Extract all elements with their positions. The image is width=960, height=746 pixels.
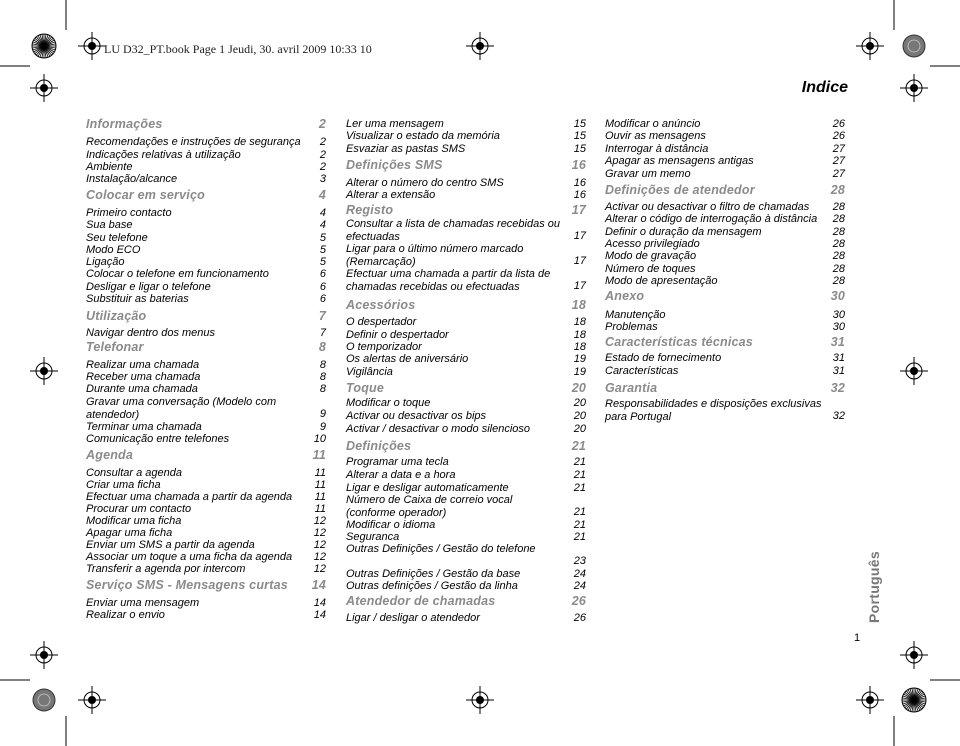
toc-page-number: 27 (832, 168, 845, 180)
toc-title: Alterar a data e a hora (346, 469, 456, 481)
toc-page-number: 3 (319, 173, 326, 185)
toc-title: Outras Definições / Gestão da base (346, 568, 521, 580)
toc-title: Realizar uma chamada (86, 359, 200, 371)
toc-page-number: 9 (319, 408, 326, 420)
toc-title: Sua base (86, 219, 133, 231)
toc-title: Apagar as mensagens antigas (605, 155, 754, 167)
toc-page-number: 26 (571, 594, 586, 608)
toc-page-number: 18 (573, 329, 586, 341)
toc-title: Toque (346, 381, 385, 395)
toc-title: Indicações relativas à utilização (86, 149, 241, 161)
toc-page-number: 8 (318, 340, 326, 354)
toc-title: Associar um toque a uma ficha da agenda (86, 551, 293, 563)
toc-page-number: 7 (319, 327, 326, 339)
toc-page-number: 21 (571, 439, 586, 453)
toc-page-number: 31 (830, 335, 845, 349)
toc-title: Procurar um contacto (86, 503, 192, 515)
registration-starburst-icon (32, 34, 56, 58)
toc-page-number: 28 (832, 238, 845, 250)
toc-title: Realizar o envio (86, 609, 165, 621)
toc-page-number: 12 (313, 551, 326, 563)
toc-page-number: 4 (319, 219, 326, 231)
registration-disc-icon (33, 689, 55, 711)
toc-title: Instalação/alcance (86, 173, 178, 185)
toc-title: Receber uma chamada (86, 371, 201, 383)
toc-title: Ligar para o último número marcado (Remarcação) (346, 243, 524, 268)
toc-title: Substituir as baterias (86, 293, 189, 305)
toc-page-number: 24 (573, 568, 586, 580)
toc-page-number: 16 (571, 158, 586, 172)
toc-title: Recomendações e instruções de segurança (86, 136, 301, 148)
toc-title: Definições (346, 439, 412, 453)
toc-page-number: 18 (573, 341, 586, 353)
toc-title: Interrogar à distância (605, 143, 709, 155)
toc-page-number: 28 (832, 263, 845, 275)
toc-page-number: 31 (832, 365, 845, 377)
toc-page-number: 11 (314, 479, 326, 491)
toc-page-number: 14 (313, 597, 326, 609)
toc-page-number: 16 (573, 189, 586, 201)
toc-title: O temporizador (346, 341, 422, 353)
file-info-header: LU D32_PT.book Page 1 Jeudi, 30. avril 2009 10:33 10 (104, 42, 372, 56)
toc-title: Alterar o número do centro SMS (346, 177, 504, 189)
crosshair-mark-icon (30, 641, 58, 669)
toc-title: Ler uma mensagem (346, 118, 444, 130)
toc-title: Visualizar o estado da memória (346, 130, 500, 142)
toc-page-number: 11 (314, 467, 326, 479)
crosshair-mark-icon (30, 357, 58, 385)
toc-page-number: 15 (573, 143, 586, 155)
toc-page-number: 16 (573, 177, 586, 189)
toc-page-number: 12 (313, 527, 326, 539)
toc-page-number: 17 (573, 255, 586, 267)
toc-page-number: 12 (313, 563, 326, 575)
toc-page-number: 4 (319, 207, 326, 219)
toc-page-number: 20 (571, 381, 586, 395)
toc-page-number: 31 (832, 352, 845, 364)
toc-title: Criar uma ficha (86, 479, 161, 491)
toc-page-number: 11 (314, 503, 326, 515)
toc-title: Apagar uma ficha (86, 527, 173, 539)
toc-title: Terminar uma chamada (86, 421, 202, 433)
toc-title: Acessórios (346, 298, 416, 312)
toc-page-number: 26 (832, 130, 845, 142)
registration-disc-icon (903, 35, 925, 57)
toc-title: Activar ou desactivar o filtro de chamadas (605, 201, 810, 213)
toc-page-number: 11 (314, 491, 326, 503)
toc-page-number: 8 (319, 371, 326, 383)
toc-page-number: 2 (319, 136, 326, 148)
toc-title: Colocar o telefone em funcionamento (86, 268, 269, 280)
toc-page-number: 4 (318, 188, 326, 202)
toc-title: Gravar uma conversação (Modelo com atendedor) (86, 396, 277, 421)
toc-page-number: 14 (311, 578, 326, 592)
toc-page-number: 27 (832, 155, 845, 167)
toc-page-number: 21 (573, 519, 586, 531)
toc-page-number: 28 (832, 275, 845, 287)
crosshair-mark-icon (30, 74, 58, 102)
toc-page-number: 12 (313, 539, 326, 551)
toc-title: Modo ECO (86, 244, 141, 256)
toc-page-number: 20 (573, 397, 586, 409)
toc-page-number: 18 (571, 298, 586, 312)
toc-title: Alterar a extensão (346, 189, 436, 201)
toc-title: Ligar e desligar automaticamente (346, 482, 509, 494)
toc-title: Definir o duração da mensagem (605, 226, 762, 238)
toc-title: Acesso privilegiado (605, 238, 700, 250)
toc-page-number: 6 (319, 281, 326, 293)
toc-page-number: 6 (319, 293, 326, 305)
toc-title: Modificar o toque (346, 397, 431, 409)
toc-page-number: 2 (319, 149, 326, 161)
toc-page-number: 21 (573, 456, 586, 468)
toc-page-number: 17 (571, 203, 586, 217)
crosshair-mark-icon (900, 357, 928, 385)
toc-title: Durante uma chamada (86, 383, 198, 395)
crosshair-mark-icon (78, 686, 106, 714)
toc-title: Colocar em serviço (86, 188, 205, 202)
toc-page-number: 30 (832, 309, 845, 321)
page-number: 1 (853, 632, 861, 644)
toc-page-number: 17 (573, 230, 586, 242)
toc-title: Estado de fornecimento (605, 352, 722, 364)
toc-title: Utilização (86, 309, 147, 323)
toc-page-number: 28 (832, 226, 845, 238)
toc-title: Seu telefone (86, 232, 148, 244)
toc-title: Características técnicas (605, 335, 753, 349)
toc-page-number: 28 (832, 201, 845, 213)
toc-title: Navigar dentro dos menus (86, 327, 216, 339)
crosshair-mark-icon (78, 32, 106, 60)
toc-title: Seguranca (346, 531, 400, 543)
toc-page-number: 26 (832, 118, 845, 130)
toc-page-number: 19 (573, 353, 586, 365)
toc-title: Telefonar (86, 340, 144, 354)
toc-title: Atendedor de chamadas (346, 594, 496, 608)
toc-page-number: 19 (573, 366, 586, 378)
toc-title: Consultar a agenda (86, 467, 183, 479)
toc-title: Ligar / desligar o atendedor (346, 612, 480, 624)
toc-page-number: 26 (573, 612, 586, 624)
toc-title: Definir o despertador (346, 329, 449, 341)
toc-page-number: 6 (319, 268, 326, 280)
toc-title: Programar uma tecla (346, 456, 449, 468)
toc-page-number: 28 (832, 213, 845, 225)
toc-title: Activar ou desactivar os bips (346, 410, 487, 422)
toc-title: Problemas (605, 321, 658, 333)
toc-title: Registo (346, 203, 394, 217)
toc-page-number: 23 (573, 555, 586, 567)
toc-page-number: 21 (573, 531, 586, 543)
toc-page-number: 5 (319, 244, 326, 256)
toc-page-number: 5 (319, 256, 326, 268)
toc-title: Alterar o código de interrogação à distância (605, 213, 818, 225)
toc-title: Agenda (86, 448, 134, 462)
toc-title: Os alertas de aniversário (346, 353, 469, 365)
toc-page-number: 9 (319, 421, 326, 433)
toc-title: Enviar um SMS a partir da agenda (86, 539, 255, 551)
toc-page-number: 11 (312, 448, 326, 462)
toc-title: Comunicação entre telefones (86, 433, 230, 445)
toc-title: Modo de apresentação (605, 275, 718, 287)
toc-title: Esvaziar as pastas SMS (346, 143, 466, 155)
toc-page-number: 21 (573, 469, 586, 481)
toc-title: Enviar uma mensagem (86, 597, 200, 609)
toc-title: Número de toques (605, 263, 696, 275)
toc-page-number: 28 (832, 250, 845, 262)
language-tab-label: Português (866, 551, 882, 623)
toc-title: Manutenção (605, 309, 666, 321)
toc-title: Informações (86, 117, 163, 131)
toc-title: Gravar um memo (605, 168, 691, 180)
toc-page-number: 15 (573, 130, 586, 142)
toc-title: Ligação (86, 256, 125, 268)
page-title: Indice (801, 79, 848, 96)
toc-page-number: 14 (313, 609, 326, 621)
toc-page-number: 5 (319, 232, 326, 244)
toc-title: Serviço SMS - Mensagens curtas (86, 578, 288, 592)
toc-page-number: 21 (573, 482, 586, 494)
toc-page-number: 21 (573, 506, 586, 518)
toc-title: Vigilância (346, 366, 393, 378)
toc-page-number: 2 (319, 161, 326, 173)
crosshair-mark-icon (856, 686, 884, 714)
crosshair-mark-icon (466, 686, 494, 714)
toc-page-number: 8 (319, 383, 326, 395)
toc-title: Modo de gravação (605, 250, 697, 262)
crosshair-mark-icon (900, 74, 928, 102)
registration-starburst-icon (902, 688, 926, 712)
toc-title: Transferir a agenda por intercom (86, 563, 246, 575)
toc-page-number: 28 (830, 183, 845, 197)
toc-title: Garantia (605, 381, 658, 395)
toc-title: Primeiro contacto (86, 207, 172, 219)
toc-title: Efectuar uma chamada a partir da lista de chamadas recebidas ou efectuadas (346, 268, 551, 293)
toc-page-number: 30 (830, 289, 845, 303)
toc-title: Modificar o idioma (346, 519, 436, 531)
crosshair-mark-icon (900, 641, 928, 669)
toc-title: Consultar a lista de chamadas recebidas ou efectuadas (346, 218, 561, 243)
toc-page-number: 15 (573, 118, 586, 130)
toc-page-number: 32 (832, 410, 845, 422)
toc-page-number: 20 (573, 423, 586, 435)
toc-title: Definições de atendedor (605, 183, 755, 197)
toc-title: Definições SMS (346, 158, 443, 172)
toc-page-number: 18 (573, 316, 586, 328)
toc-page-number: 8 (319, 359, 326, 371)
toc-page-number: 27 (832, 143, 845, 155)
toc-title: Desligar e ligar o telefone (86, 281, 211, 293)
toc-title: O despertador (346, 316, 417, 328)
crosshair-mark-icon (466, 32, 494, 60)
toc-title: Outras definições / Gestão da linha (346, 580, 518, 592)
toc-title: Modificar uma ficha (86, 515, 182, 527)
toc-title: Activar / desactivar o modo silencioso (346, 423, 531, 435)
toc-title: Anexo (605, 289, 645, 303)
toc-page-number: 24 (573, 580, 586, 592)
toc-page-number: 32 (830, 381, 845, 395)
toc-page-number: 7 (318, 309, 326, 323)
toc-page-number: 17 (573, 280, 586, 292)
toc-title: Ouvir as mensagens (605, 130, 706, 142)
toc-title: Características (605, 365, 679, 377)
toc-title: Outras Definições / Gestão do telefone (346, 543, 536, 555)
toc-title: Número de Caixa de correio vocal (conforme operador) (346, 494, 513, 519)
toc-page-number: 10 (313, 433, 326, 445)
toc-title: Ambiente (86, 161, 133, 173)
toc-page-number: 30 (832, 321, 845, 333)
crosshair-mark-icon (856, 32, 884, 60)
toc-page-number: 2 (318, 117, 326, 131)
toc-page-number: 20 (573, 410, 586, 422)
toc-title: Responsabilidades e disposições exclusivas para Portugal (605, 398, 822, 423)
toc-title: Efectuar uma chamada a partir da agenda (86, 491, 293, 503)
toc-page-number: 12 (313, 515, 326, 527)
toc-title: Modificar o anúncio (605, 118, 701, 130)
